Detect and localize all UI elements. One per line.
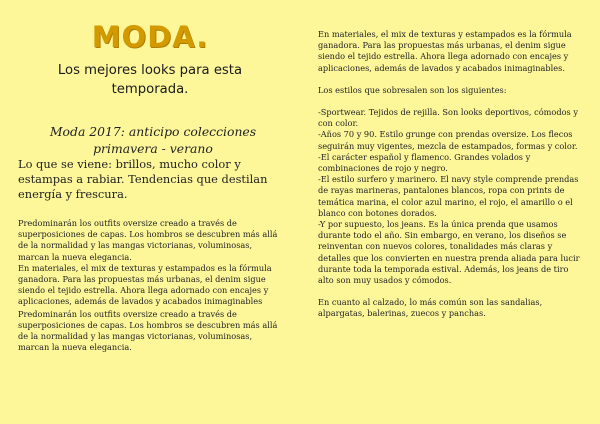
footwear-paragraph: En cuanto al calzado, lo más común son las sandalias, alpargatas, balerinas, zuecos y panchas. <box>318 297 543 319</box>
right-intro-paragraph: En materiales, el mix de texturas y estampados es la fórmula ganadora. Para las propuestas más urbanas, el denim sigue siendo el tejido estrella. Ahora llega adornado con encajes y aplicaciones, además de lavados y acabados inimaginables. <box>318 29 572 73</box>
article-subtitle: Moda 2017: anticipo colecciones primavera - verano <box>49 124 257 156</box>
style-item-navy: -El estilo surfero y marinero. El navy style comprende prendas de rayas marineras, pantalones blancos, ropa con prints de temática marina, el color azul marino, el rojo, el amarillo o el blanco con botones dorados. <box>318 174 579 218</box>
tagline-line-2: temporada. <box>111 82 189 97</box>
styles-list <box>318 107 586 286</box>
styles-heading: Los estilos que sobresalen son los siguientes: <box>318 84 507 95</box>
magazine-brand-title: MODA. <box>91 20 209 54</box>
left-paragraph-3: Predominarán los outfits oversize creado a través de superposiciones de capas. Los hombros se descubren más allá de la normalidad y las mangas victorianas, voluminosas, marcan la nueva elegancia. <box>18 308 278 353</box>
right-column-body <box>318 29 586 320</box>
style-item-flamenco: -El carácter español y flamenco. Grandes volados y combinaciones de rojo y negro. <box>318 151 531 174</box>
left-paragraph-1: Predominarán los outfits oversize creado a través de superposiciones de capas. Los hombros se descubren más allá de la normalidad y las mangas victorianas, voluminosas, marcan la nueva elegancia. <box>18 218 278 262</box>
style-item-sportwear: -Sportwear. Tejidos de rejilla. Son looks deportivos, cómodos y con color. <box>318 107 578 129</box>
style-item-jeans: -Y por supuesto, los jeans. Es la única prenda que usamos durante todo el año. Sin embargo, en verano, los diseños se reinventan con nuevos colores, tonalidades más claras y detalles que los convierten en nuestra prenda aliada para lucir durante toda la temporada estival. Además, los jeans de tiro alto son muy usados y cómodos. <box>318 219 580 286</box>
tagline-line-1: Los mejores looks para esta <box>57 63 243 78</box>
left-column-body <box>18 218 283 353</box>
left-paragraph-2: En materiales, el mix de texturas y estampados es la fórmula ganadora. Para las propuestas más urbanas, el denim sigue siendo el tejido estrella. Ahora llega adornado con encajes y aplicaciones, además de lavados y acabados inimaginables <box>18 262 272 307</box>
style-item-70s-90s: -Años 70 y 90. Estilo grunge con prendas oversize. Los flecos seguirán muy vigentes, mezcla de estampados, formas y color. <box>318 129 578 151</box>
article-lead: Lo que se viene: brillos, mucho color y estampas a rabiar. Tendencias que destilan energía y frescura. <box>18 157 268 201</box>
tagline <box>0 61 300 99</box>
